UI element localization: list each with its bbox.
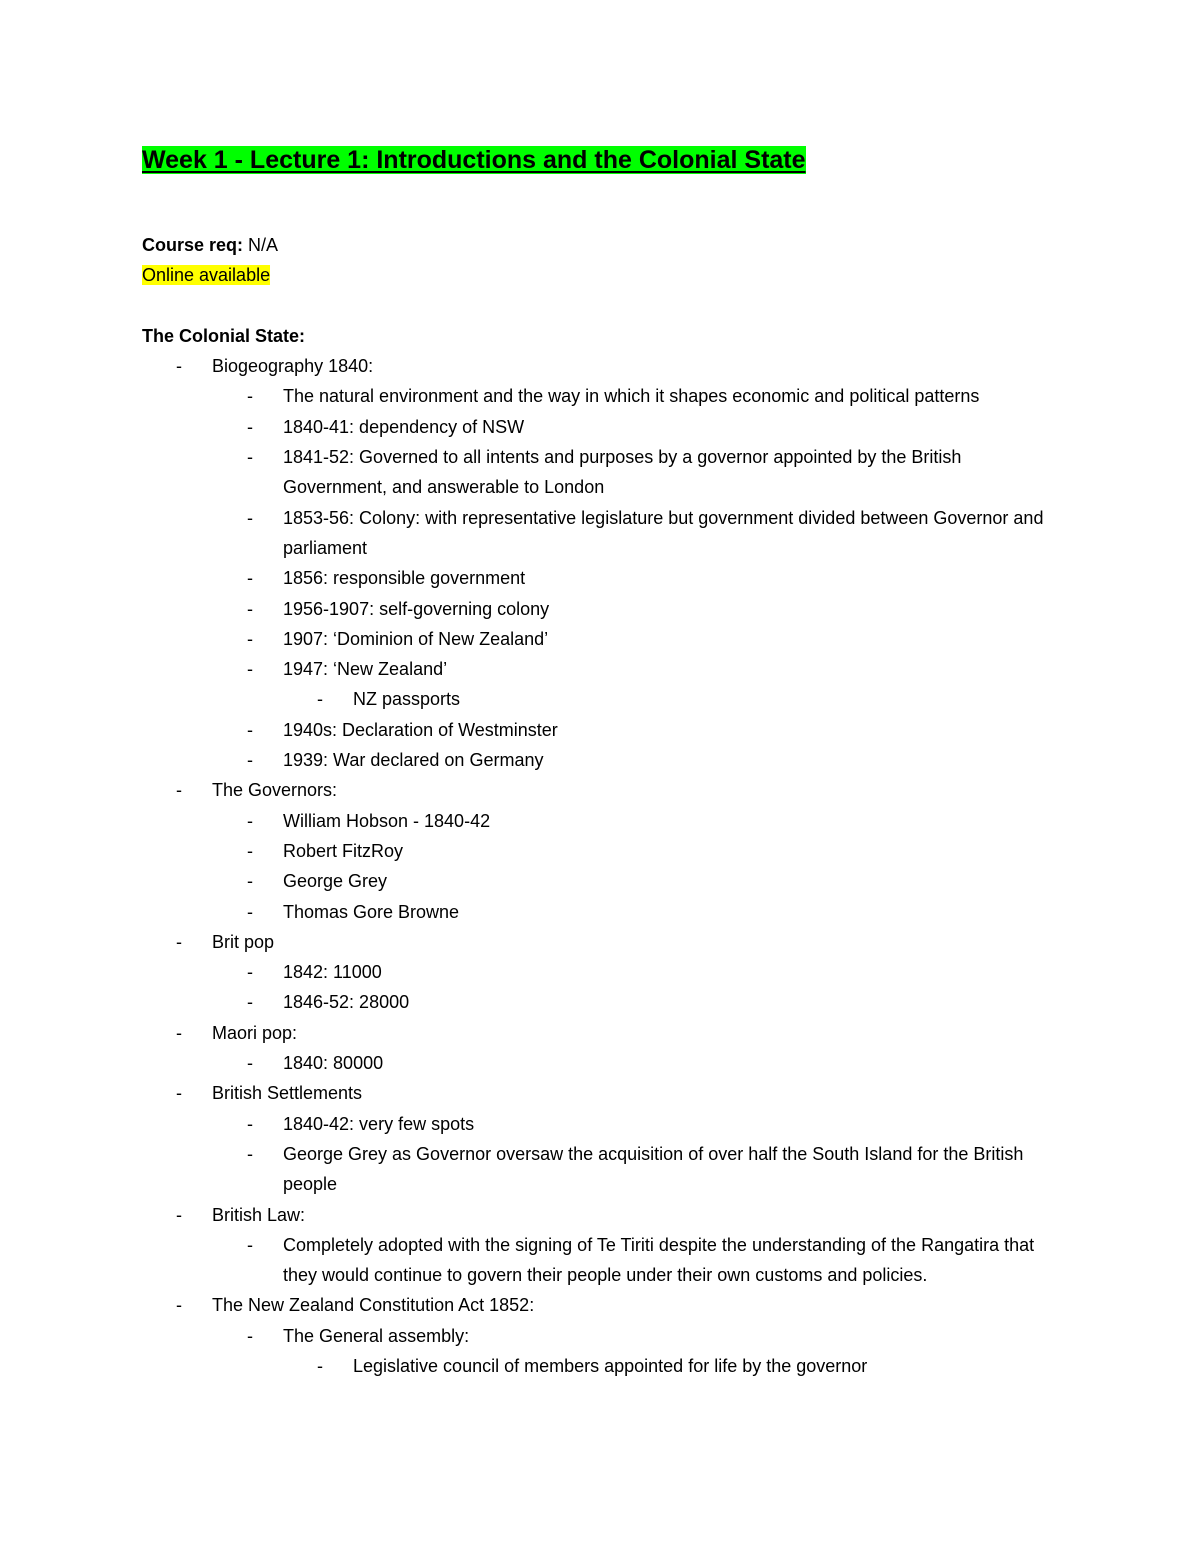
list-item-level-2 — [142, 957, 1102, 987]
online-available-text: Online available — [142, 265, 271, 286]
list-item-level-2 — [142, 624, 1102, 654]
list-item-text: The New Zealand Constitution Act 1852: — [212, 1295, 535, 1316]
list-item-level-2 — [142, 897, 1102, 927]
bullet-dash: - — [247, 1143, 253, 1164]
bullet-dash: - — [247, 992, 253, 1013]
list-item-text: 1840-41: dependency of NSW — [283, 416, 525, 437]
list-item-level-1 — [142, 927, 1102, 957]
bullet-dash: - — [176, 1083, 182, 1104]
list-item-text: The natural environment and the way in which it shapes economic and political patterns — [283, 386, 980, 407]
list-item-text: 1856: responsible government — [283, 568, 526, 589]
bullet-dash: - — [176, 1204, 182, 1225]
bullet-list — [142, 351, 1102, 1381]
list-item-level-1 — [142, 1078, 1102, 1108]
bullet-dash: - — [247, 840, 253, 861]
list-item-text: 1853-56: Colony: with representative legislature but government divided between Governor and parliament — [283, 507, 1044, 558]
list-item-text: 1840: 80000 — [283, 1053, 384, 1074]
list-item-text: Robert FitzRoy — [283, 840, 404, 861]
list-item-level-2 — [142, 442, 1102, 503]
list-item-level-1 — [142, 1200, 1102, 1230]
online-available-line — [142, 260, 1102, 290]
list-item-level-2 — [142, 654, 1102, 684]
bullet-dash: - — [247, 447, 253, 468]
list-item-text: 1846-52: 28000 — [283, 992, 410, 1013]
bullet-dash: - — [317, 689, 323, 710]
bullet-dash: - — [317, 1355, 323, 1376]
list-item-text: 1956-1907: self-governing colony — [283, 598, 550, 619]
list-item-level-2 — [142, 987, 1102, 1017]
list-item-text: The Governors: — [212, 780, 338, 801]
list-item-text: George Grey — [283, 871, 388, 892]
list-item-level-3 — [142, 684, 1102, 714]
list-item-text: British Settlements — [212, 1083, 363, 1104]
bullet-dash: - — [176, 931, 182, 952]
list-item-text: The General assembly: — [283, 1325, 470, 1346]
bullet-dash: - — [247, 1234, 253, 1255]
list-item-text: George Grey as Governor oversaw the acquisition of over half the South Island for the British people — [283, 1143, 1024, 1195]
bullet-dash: - — [247, 1113, 253, 1134]
bullet-dash: - — [247, 507, 253, 528]
bullet-dash: - — [247, 750, 253, 771]
bullet-dash: - — [247, 962, 253, 983]
list-item-text: Completely adopted with the signing of Te Tiriti despite the understanding of the Rangatira that they would continue to govern their people under their own customs and policies. — [283, 1234, 1035, 1286]
section-heading: The Colonial State: — [142, 325, 306, 346]
bullet-dash: - — [247, 659, 253, 680]
list-item-text: William Hobson - 1840-42 — [283, 810, 491, 831]
list-item-level-2 — [142, 836, 1102, 866]
course-req-line — [142, 230, 1102, 260]
bullet-dash: - — [247, 1053, 253, 1074]
list-item-level-2 — [142, 1321, 1102, 1351]
list-item-text: 1939: War declared on Germany — [283, 750, 544, 771]
bullet-dash: - — [176, 780, 182, 801]
list-item-level-2 — [142, 715, 1102, 745]
list-item-text: Thomas Gore Browne — [283, 901, 460, 922]
list-item-text: Maori pop: — [212, 1022, 298, 1043]
list-item-level-2 — [142, 806, 1102, 836]
bullet-dash: - — [247, 871, 253, 892]
list-item-text: Biogeography 1840: — [212, 356, 374, 377]
course-req-value: N/A — [243, 235, 279, 255]
bullet-dash: - — [247, 386, 253, 407]
list-item-level-3 — [142, 1351, 1102, 1381]
bullet-dash: - — [247, 568, 253, 589]
list-item-level-2 — [142, 412, 1102, 442]
page-title-text: Week 1 - Lecture 1: Introductions and the Colonial State — [142, 146, 806, 174]
list-item-level-2 — [142, 381, 1102, 411]
bullet-dash: - — [247, 598, 253, 619]
list-item-level-2 — [142, 745, 1102, 775]
list-item-level-2 — [142, 1048, 1102, 1078]
document-body — [142, 140, 1102, 1381]
list-item-level-2 — [142, 1230, 1102, 1291]
bullet-dash: - — [247, 901, 253, 922]
list-item-text: British Law: — [212, 1204, 306, 1225]
bullet-dash: - — [247, 810, 253, 831]
list-item-level-1 — [142, 351, 1102, 381]
bullet-dash: - — [247, 719, 253, 740]
list-item-level-2 — [142, 866, 1102, 896]
list-item-text: 1907: ‘Dominion of New Zealand’ — [283, 628, 549, 649]
list-item-text: 1947: ‘New Zealand’ — [283, 659, 448, 680]
list-item-level-2 — [142, 594, 1102, 624]
list-item-text: 1940s: Declaration of Westminster — [283, 719, 558, 740]
bullet-dash: - — [176, 1022, 182, 1043]
list-item-level-2 — [142, 503, 1102, 564]
bullet-dash: - — [176, 1295, 182, 1316]
page-title — [142, 140, 1102, 180]
blank-line — [142, 291, 1102, 321]
bullet-dash: - — [176, 356, 182, 377]
list-item-text: Brit pop — [212, 931, 275, 952]
list-item-level-1 — [142, 1290, 1102, 1320]
course-req-label: Course req: — [142, 235, 244, 255]
list-item-text: 1842: 11000 — [283, 962, 382, 983]
list-item-level-2 — [142, 1139, 1102, 1200]
list-item-level-2 — [142, 563, 1102, 593]
list-item-level-2 — [142, 1109, 1102, 1139]
bullet-dash: - — [247, 1325, 253, 1346]
bullet-dash: - — [247, 416, 253, 437]
bullet-dash: - — [247, 628, 253, 649]
list-item-level-1 — [142, 1018, 1102, 1048]
list-item-text: NZ passports — [353, 689, 461, 710]
list-item-text: 1841-52: Governed to all intents and purposes by a governor appointed by the British Government, and answerable to London — [283, 447, 962, 498]
list-item-level-1 — [142, 775, 1102, 805]
list-item-text: Legislative council of members appointed for life by the governor — [353, 1355, 868, 1376]
list-item-text: 1840-42: very few spots — [283, 1113, 475, 1134]
